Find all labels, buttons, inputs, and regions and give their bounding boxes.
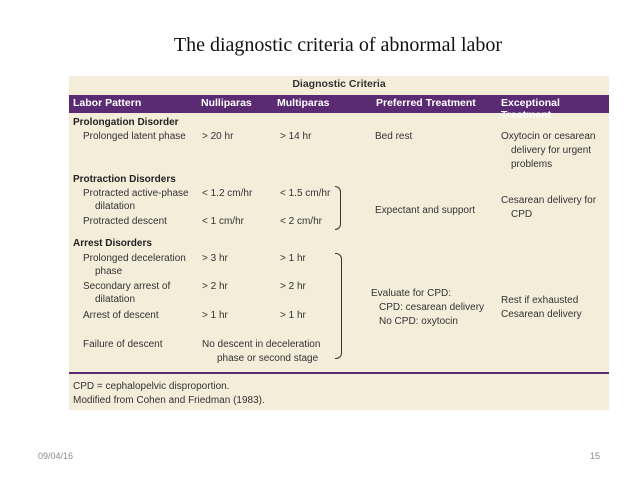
header-multiparas: Multiparas	[277, 97, 330, 109]
exceptional-prolonged-latent-line2: delivery for urgent	[511, 145, 592, 156]
exceptional-arrest-line1: Rest if exhausted	[501, 295, 579, 306]
nulliparas-prolonged-latent: > 20 hr	[202, 131, 234, 142]
exceptional-protraction-line2: CPD	[511, 209, 533, 220]
table-bottom-rule	[69, 372, 609, 374]
multiparas-secondary-arrest: > 2 hr	[280, 281, 306, 292]
pattern-secondary-arrest-line2: dilatation	[95, 294, 136, 305]
multiparas-protracted-descent: < 2 cm/hr	[280, 216, 322, 227]
table-caption: Diagnostic Criteria	[292, 78, 386, 90]
arrest-brace	[335, 253, 342, 359]
exceptional-protraction-line1: Cesarean delivery for	[501, 195, 597, 206]
header-exceptional-treatment: Exceptional Treatment	[501, 97, 560, 121]
nulliparas-prolonged-deceleration: > 3 hr	[202, 253, 228, 264]
combined-failure-of-descent-line1: No descent in deceleration	[202, 339, 321, 350]
section-title-protraction: Protraction Disorders	[73, 174, 176, 185]
table-header-row	[69, 95, 609, 121]
footnote-cpd: CPD = cephalopelvic disproportion.	[73, 381, 230, 392]
pattern-arrest-of-descent: Arrest of descent	[83, 310, 159, 321]
multiparas-prolonged-deceleration: > 1 hr	[280, 253, 306, 264]
footer-page-number: 15	[589, 451, 600, 461]
nulliparas-arrest-of-descent: > 1 hr	[202, 310, 228, 321]
pattern-protracted-active-line1: Protracted active-phase	[83, 188, 189, 199]
nulliparas-protracted-active: < 1.2 cm/hr	[202, 188, 253, 199]
header-labor-pattern: Labor Pattern	[73, 97, 142, 109]
preferred-prolonged-latent: Bed rest	[375, 131, 413, 142]
header-nulliparas: Nulliparas	[201, 97, 252, 109]
exceptional-prolonged-latent-line3: problems	[511, 159, 553, 170]
nulliparas-secondary-arrest: > 2 hr	[202, 281, 228, 292]
nulliparas-protracted-descent: < 1 cm/hr	[202, 216, 244, 227]
multiparas-arrest-of-descent: > 1 hr	[280, 310, 306, 321]
pattern-prolonged-deceleration-line2: phase	[95, 266, 123, 277]
combined-failure-of-descent-line2: phase or second stage	[217, 353, 319, 364]
exceptional-arrest-line2: Cesarean delivery	[501, 309, 582, 320]
multiparas-protracted-active: < 1.5 cm/hr	[280, 188, 331, 199]
diagnostic-criteria-table	[69, 76, 609, 410]
pattern-secondary-arrest-line1: Secondary arrest of	[83, 281, 171, 292]
preferred-protraction: Expectant and support	[375, 205, 476, 216]
preferred-arrest-line2: CPD: cesarean delivery	[379, 302, 485, 313]
pattern-protracted-descent: Protracted descent	[83, 216, 167, 227]
footnote-source: Modified from Cohen and Friedman (1983).	[73, 395, 265, 406]
preferred-arrest-line3: No CPD: oxytocin	[379, 316, 458, 327]
footer-date: 09/04/16	[38, 451, 74, 461]
header-preferred-treatment: Preferred Treatment	[376, 97, 476, 109]
exceptional-prolonged-latent-line1: Oxytocin or cesarean	[501, 131, 596, 142]
pattern-protracted-active-line2: dilatation	[95, 201, 136, 212]
preferred-arrest-line1: Evaluate for CPD:	[371, 288, 452, 299]
slide-title: The diagnostic criteria of abnormal labor	[173, 34, 503, 56]
protraction-brace	[335, 186, 341, 230]
pattern-failure-of-descent: Failure of descent	[83, 339, 163, 350]
pattern-prolonged-deceleration-line1: Prolonged deceleration	[83, 253, 186, 264]
section-title-arrest: Arrest Disorders	[73, 238, 152, 249]
section-title-prolongation: Prolongation Disorder	[73, 117, 179, 128]
multiparas-prolonged-latent: > 14 hr	[280, 131, 312, 142]
pattern-prolonged-latent: Prolonged latent phase	[83, 131, 186, 142]
